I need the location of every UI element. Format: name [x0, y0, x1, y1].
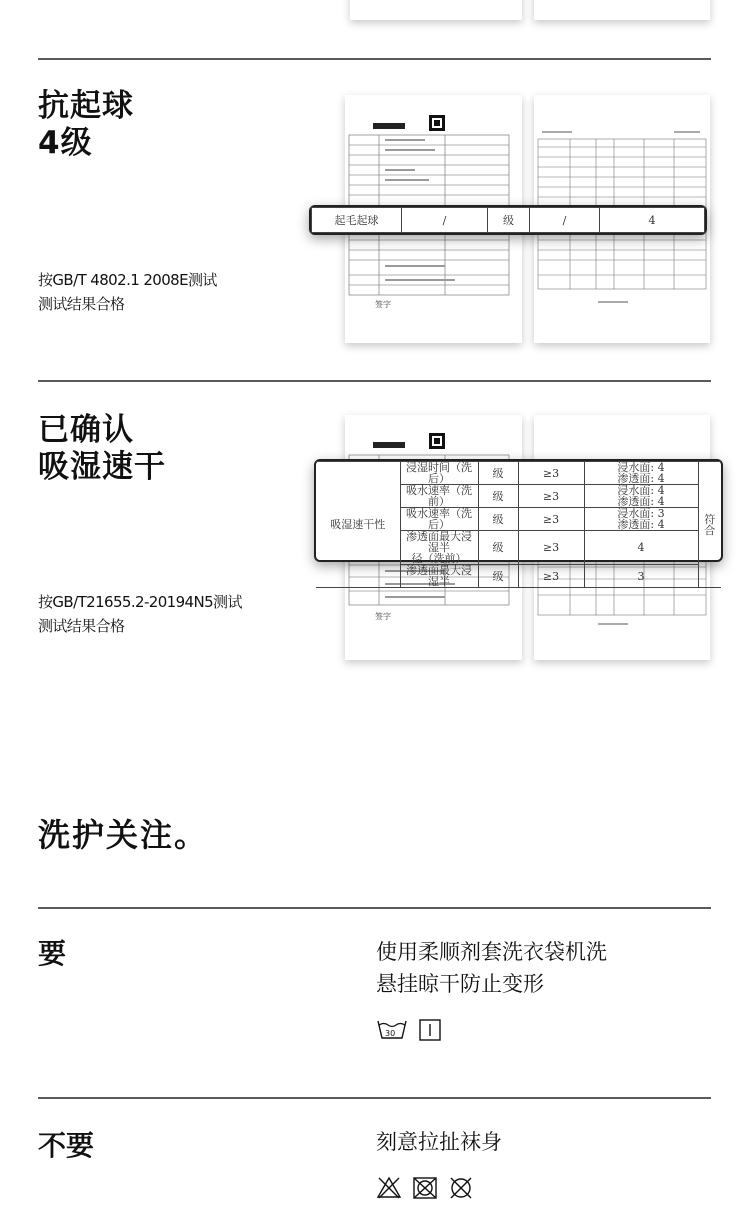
wicking-note	[38, 590, 242, 638]
zoom-req-5: ≥3	[518, 565, 584, 588]
pilling-title-line1: 抗起球	[38, 88, 134, 124]
zoom-req-2: ≥3	[518, 485, 584, 508]
care-heading: 洗护关注。	[38, 816, 209, 854]
pilling-note-line2: 测试结果合格	[38, 295, 125, 313]
care-dont-line1: 刻意拉扯袜身	[376, 1130, 502, 1154]
zoom-unit-2: 级	[478, 485, 518, 508]
zoom-item-5: 渗透面最大浸湿半	[400, 565, 478, 588]
hang-dry-icon	[418, 1018, 442, 1047]
care-do-label: 要	[38, 937, 67, 970]
divider-4	[38, 1097, 711, 1099]
zoom-item-4: 渗透面最大浸湿半 径（洗前）	[400, 531, 478, 565]
top-document-left	[350, 0, 522, 20]
pilling-title-line2: 4级	[38, 125, 93, 161]
care-dont-icons	[376, 1176, 474, 1205]
wicking-zoom-callout	[314, 459, 723, 588]
care-do-text	[376, 936, 607, 1000]
zoom-unit-4: 级	[478, 531, 518, 565]
no-tumble-dry-icon	[412, 1176, 438, 1205]
svg-text:签字: 签字	[375, 300, 391, 309]
zoom-req-4: ≥3	[518, 531, 584, 565]
top-document-right	[534, 0, 710, 20]
pilling-note	[38, 268, 217, 316]
zoom-result-4: 4	[584, 531, 698, 565]
zoom-unit: 级	[488, 208, 530, 233]
zoom-req-1: ≥3	[518, 462, 584, 485]
wash-temp-label: 30	[385, 1029, 396, 1038]
wash-30-icon	[376, 1018, 408, 1047]
wicking-title	[38, 412, 166, 486]
wicking-title-line1: 已确认	[38, 412, 134, 448]
zoom-req: /	[530, 208, 600, 233]
zoom-unit-5: 级	[478, 565, 518, 588]
care-do-icons	[376, 1018, 442, 1047]
wicking-note-line2: 测试结果合格	[38, 617, 125, 635]
care-dont-text	[376, 1126, 502, 1158]
zoom-unit-1: 级	[478, 462, 518, 485]
divider-3	[38, 907, 711, 909]
zoom-unit-3: 级	[478, 508, 518, 531]
divider-2	[38, 380, 711, 382]
care-do-line2: 悬挂晾干防止变形	[376, 972, 544, 996]
zoom-conclusion: 符合	[698, 462, 721, 588]
zoom-result-1: 浸水面: 4 渗透面: 4	[584, 462, 698, 485]
zoom-result-5: 3	[584, 565, 698, 588]
zoom-result-2: 浸水面: 4 渗透面: 4	[584, 485, 698, 508]
wicking-note-line1: 按GB/T21655.2-20194N5测试	[38, 593, 242, 611]
svg-text:签字: 签字	[375, 612, 391, 621]
no-bleach-icon	[376, 1176, 402, 1205]
divider-1	[38, 58, 711, 60]
pilling-title	[38, 88, 134, 162]
care-dont-label: 不要	[38, 1129, 95, 1162]
zoom-item-2: 吸水速率（洗前）	[400, 485, 478, 508]
zoom-item: 起毛起球	[312, 208, 402, 233]
no-dryclean-icon	[448, 1176, 474, 1205]
wicking-title-line2: 吸湿速干	[38, 449, 166, 485]
zoom-item-1: 浸湿时间（洗后）	[400, 462, 478, 485]
zoom-result-3: 浸水面: 3 渗透面: 4	[584, 508, 698, 531]
zoom-category: 吸湿速干性	[316, 462, 400, 588]
zoom-unit-a: /	[402, 208, 488, 233]
zoom-item-3: 吸水速率（洗后）	[400, 508, 478, 531]
care-do-line1: 使用柔顺剂套洗衣袋机洗	[376, 940, 607, 964]
pilling-zoom-callout	[309, 205, 707, 235]
zoom-req-3: ≥3	[518, 508, 584, 531]
zoom-result: 4	[600, 208, 705, 233]
pilling-note-line1: 按GB/T 4802.1 2008E测试	[38, 271, 217, 289]
